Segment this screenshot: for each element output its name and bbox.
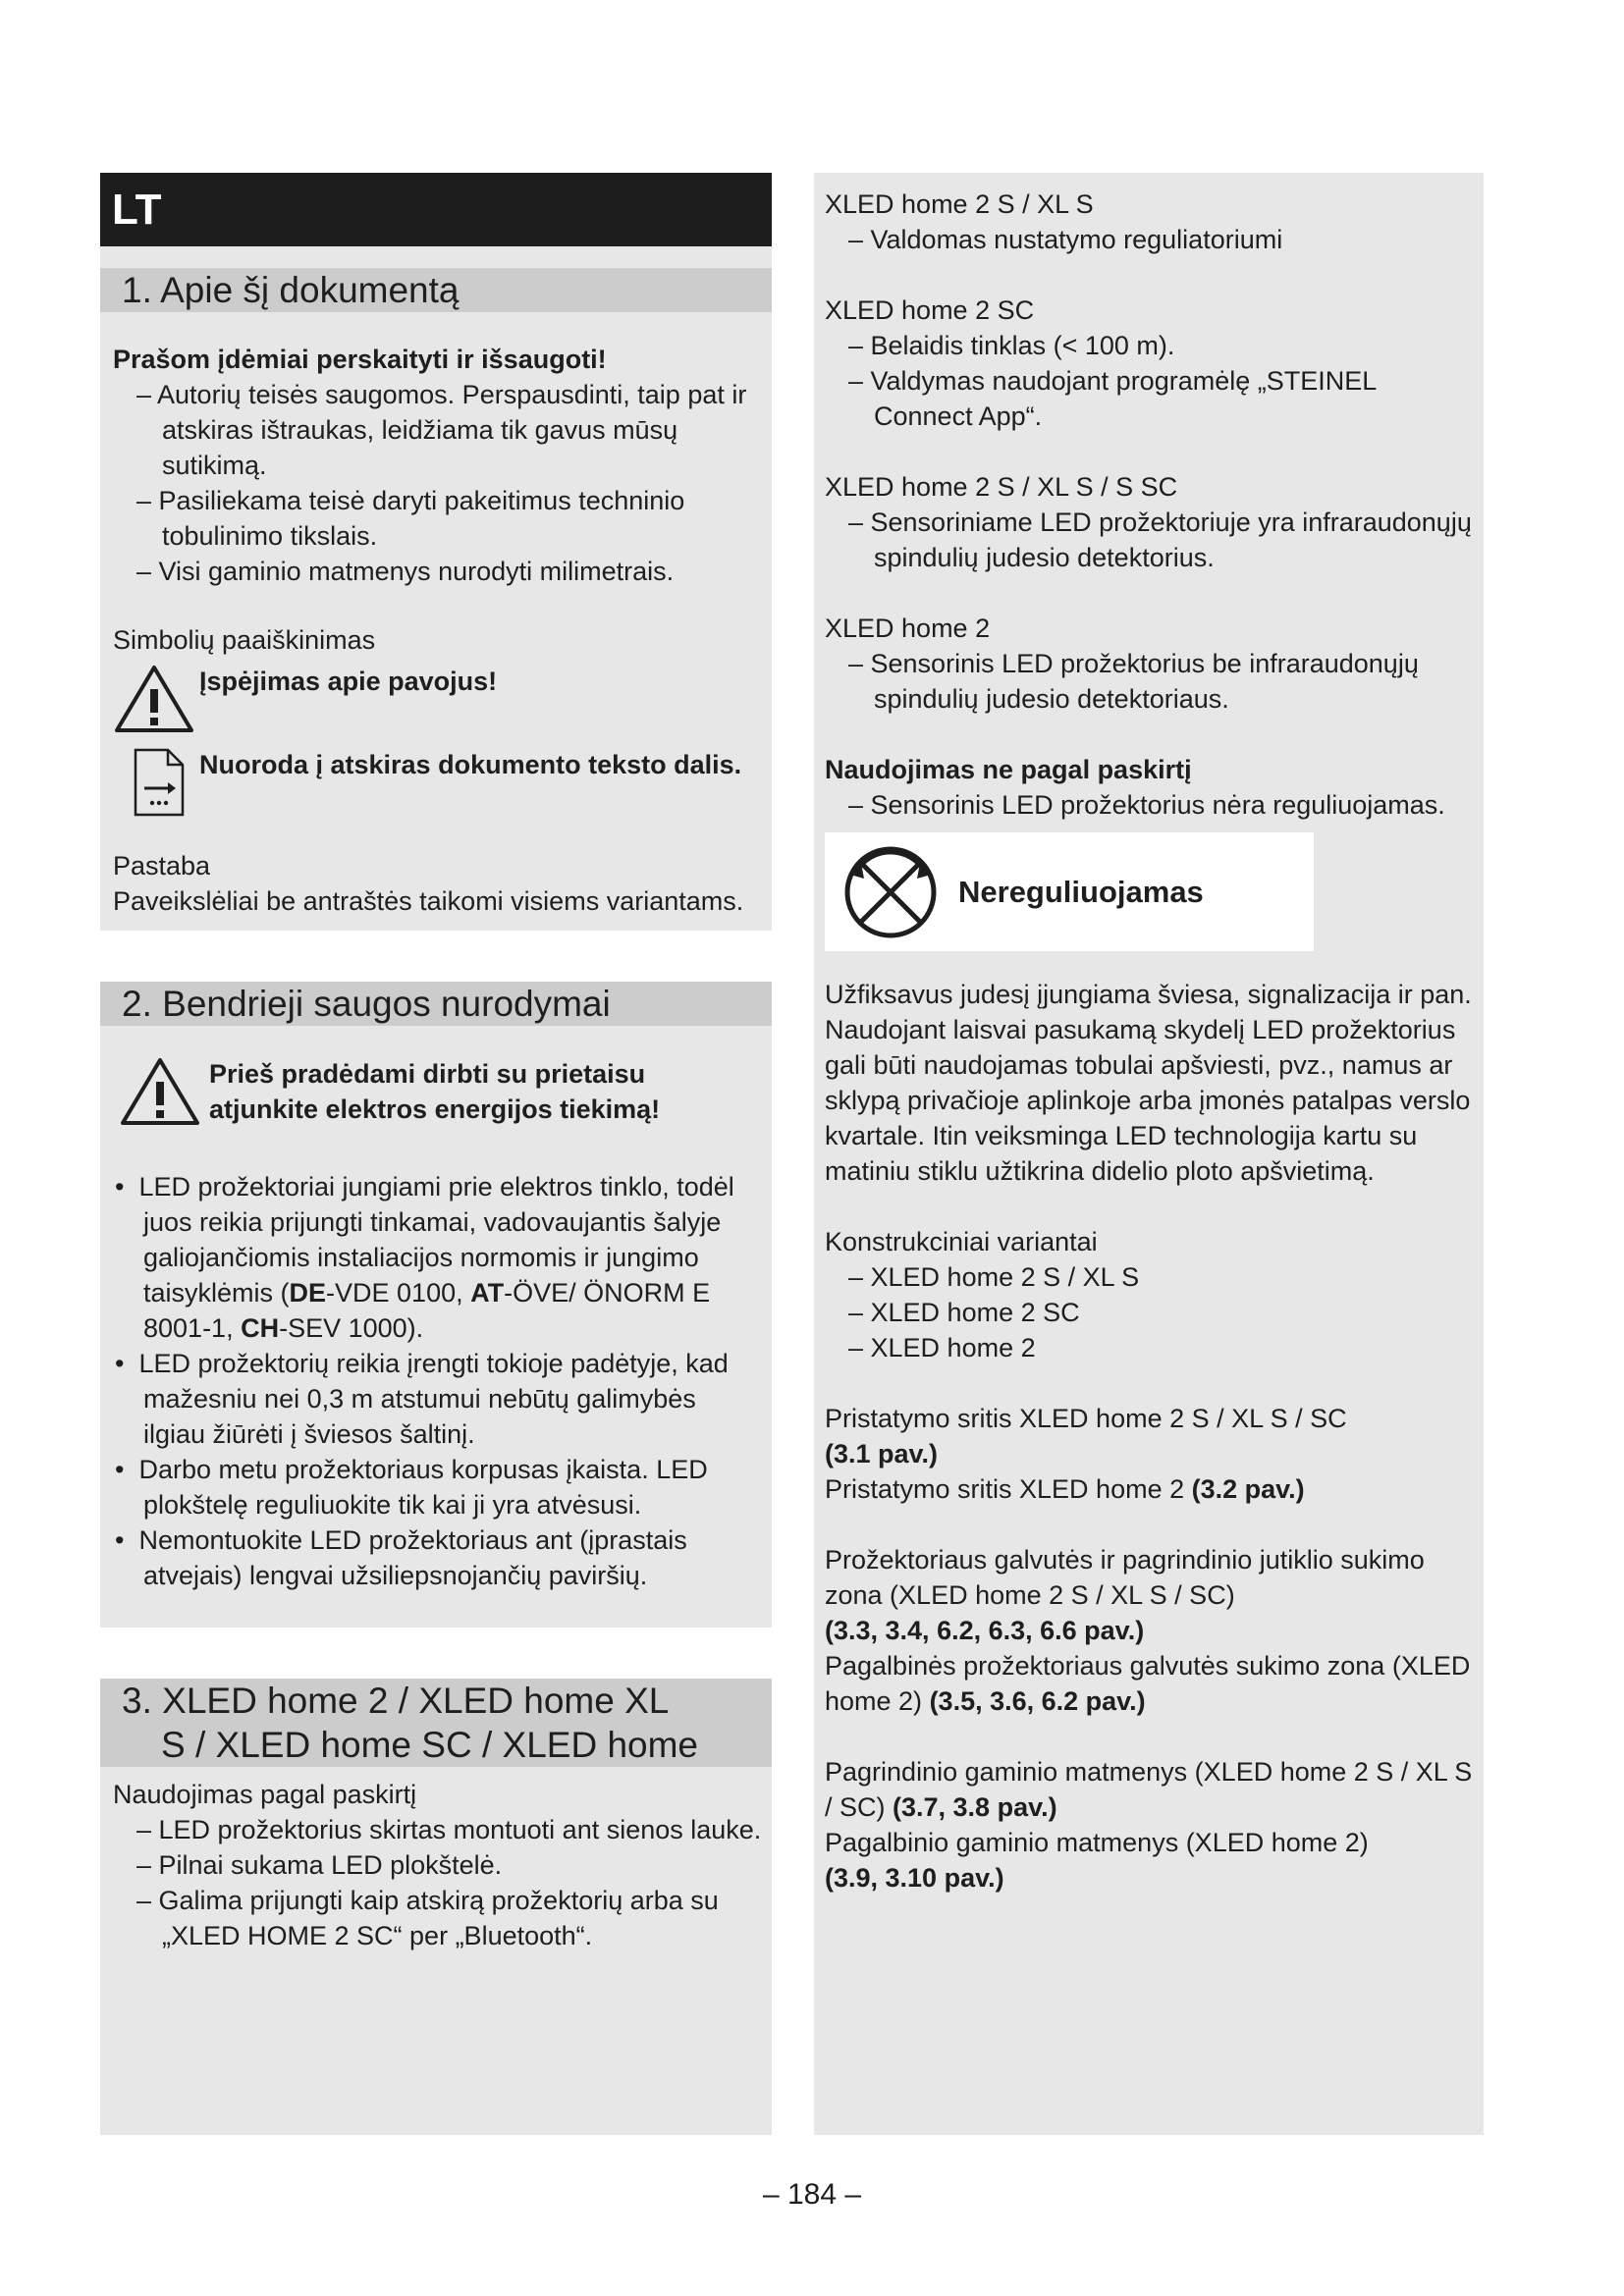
language-bar: LT	[100, 173, 772, 246]
section-3-title-line2: S / XLED home SC / XLED home	[161, 1725, 699, 1765]
variant-title: XLED home 2 SC	[825, 295, 1035, 325]
list-item: – Belaidis tinklas (< 100 m).	[848, 331, 1175, 360]
section-3-body	[113, 1777, 763, 1953]
list-item: – XLED home 2	[848, 1333, 1036, 1362]
symbols-title: Simbolių paaiškinimas	[113, 625, 376, 655]
list-item: – Valdymas naudojant programėlę „STEINEL Connect App“.	[848, 366, 1377, 431]
page-number: – 184 –	[762, 2178, 862, 2211]
no-adjust-icon	[839, 843, 943, 941]
rotation-zone-1-ref: (3.3, 3.4, 6.2, 6.3, 6.6 pav.)	[825, 1616, 1145, 1645]
reference-symbol-row	[113, 747, 763, 827]
list-item: – Galima prijungti kaip atskirą prožektorių arba su „XLED HOME 2 SC“ per „Bluetooth“.	[136, 1886, 719, 1950]
rotation-zone-1: Prožektoriaus galvutės ir pagrindinio jutiklio sukimo zona (XLED home 2 S / XL S / SC)	[825, 1545, 1425, 1610]
reference-label: Nuoroda į atskiras dokumento teksto dalis.	[199, 750, 742, 779]
list-item: – Visi gaminio matmenys nurodyti milimetrais.	[136, 557, 675, 586]
variant-title: XLED home 2	[825, 614, 991, 643]
delivery-scope-1: Pristatymo sritis XLED home 2 S / XL S / SC	[825, 1404, 1347, 1433]
list-item: • LED prožektoriai jungiami prie elektros tinklo, todėl juos reikia prijungti tinkamai, vadovaujantis šalyje galiojančiomis instaliacijos normomis ir jungimo taisyklėmis (DE-VDE 0100, AT-ÖVE/ ÖNORM E 8001-1, CH-SEV 1000).	[115, 1172, 734, 1343]
variants-title: Konstrukciniai variantai	[825, 1227, 1098, 1256]
section-2-heading: 2. Bendrieji saugos nurodymai	[100, 982, 772, 1026]
section-1-heading: 1. Apie šį dokumentą	[100, 268, 772, 312]
dimensions-1: Pagrindinio gaminio matmenys (XLED home 2 S / XL S / SC) (3.7, 3.8 pav.)	[825, 1757, 1473, 1822]
dimensions-2: Pagalbinio gaminio matmenys (XLED home 2)	[825, 1828, 1369, 1857]
note-text: Paveikslėliai be antraštės taikomi visiems variantams.	[113, 886, 744, 916]
section-1-body	[113, 342, 763, 919]
list-item: • Nemontuokite LED prožektoriaus ant (įprastais atvejais) lengvai užsiliepsnojančių paviršių.	[115, 1525, 687, 1590]
misuse-title: Naudojimas ne pagal paskirtį	[825, 755, 1192, 784]
list-item: • LED prožektorių reikia įrengti tokioje padėtyje, kad mažesniu nei 0,3 m atstumui nebūtų galimybės ilgiau žiūrėti į šviesos šaltinį.	[115, 1349, 729, 1449]
not-adjustable-label: Nereguliuojamas	[958, 874, 1204, 909]
list-item: – XLED home 2 S / XL S	[848, 1262, 1140, 1292]
please-read: Prašom įdėmiai perskaityti ir išsaugoti!	[113, 345, 607, 374]
list-item: – LED prožektorius skirtas montuoti ant sienos lauke.	[136, 1815, 762, 1844]
note-title: Pastaba	[113, 851, 211, 881]
rotation-zone-2: Pagalbinės prožektoriaus galvutės sukimo zona (XLED home 2) (3.5, 3.6, 6.2 pav.)	[825, 1651, 1471, 1716]
description: Užfiksavus judesį įjungiama šviesa, signalizacija ir pan. Naudojant laisvai pasukamą skydelį LED prožektorius gali būti naudojamas tobulai apšviesti, pvz., namus ar sklypą privačioje aplinkoje arba įmonės patalpas verslo kvartale. Itin veiksminga LED technologija kartu su matiniu stiklu užtikrina didelio ploto apšvietimą.	[825, 980, 1472, 1186]
right-column	[814, 173, 1484, 2135]
warning-symbol-row	[113, 664, 763, 743]
list-item: • Darbo metu prožektoriaus korpusas įkaista. LED plokštelę reguliuokite tik kai ji yra atvėsusi.	[115, 1455, 708, 1520]
delivery-scope-2: Pristatymo sritis XLED home 2 (3.2 pav.)	[825, 1474, 1305, 1504]
list-item: – Valdomas nustatymo reguliatoriumi	[848, 225, 1283, 254]
section-3-title-line1: 3. XLED home 2 / XLED home XL	[122, 1681, 670, 1721]
section-gap	[100, 1628, 772, 1679]
section-2-body	[113, 1046, 763, 1593]
variant-title: XLED home 2 S / XL S	[825, 189, 1094, 219]
warning-triangle-icon	[119, 1056, 209, 1136]
delivery-scope-1-ref: (3.1 pav.)	[825, 1439, 939, 1468]
warning-triangle-icon	[113, 664, 199, 743]
left-column	[100, 173, 772, 2135]
safety-warning-text: Prieš pradėdami dirbti su prietaisu atjunkite elektros energijos tiekimą!	[209, 1059, 661, 1124]
list-item: – Sensorinis LED prožektorius nėra reguliuojamas.	[848, 790, 1445, 820]
intended-use-title: Naudojimas pagal paskirtį	[113, 1780, 417, 1809]
warning-label: Įspėjimas apie pavojus!	[199, 667, 498, 696]
list-item: – Sensoriniame LED prožektoriuje yra infraraudonųjų spindulių judesio detektorius.	[848, 507, 1472, 572]
safety-list	[113, 1169, 763, 1593]
list-item: – Sensorinis LED prožektorius be infraraudonųjų spindulių judesio detektoriaus.	[848, 649, 1419, 714]
list-item: – Pasiliekama teisė daryti pakeitimus techninio tobulinimo tikslais.	[136, 486, 685, 551]
not-adjustable-badge	[825, 832, 1314, 951]
dimensions-2-ref: (3.9, 3.10 pav.)	[825, 1863, 1004, 1893]
list-item: – Pilnai sukama LED plokštelė.	[136, 1850, 503, 1880]
variant-title: XLED home 2 S / XL S / S SC	[825, 472, 1178, 502]
section-gap	[100, 931, 772, 982]
section-3-heading	[100, 1679, 772, 1767]
list-item: – Autorių teisės saugomos. Perspausdinti, taip pat ir atskiras ištraukas, leidžiama tik gavus mūsų sutikimą.	[136, 380, 747, 480]
document-reference-icon	[113, 747, 199, 827]
list-item: – XLED home 2 SC	[848, 1298, 1080, 1327]
safety-warning	[119, 1056, 763, 1136]
